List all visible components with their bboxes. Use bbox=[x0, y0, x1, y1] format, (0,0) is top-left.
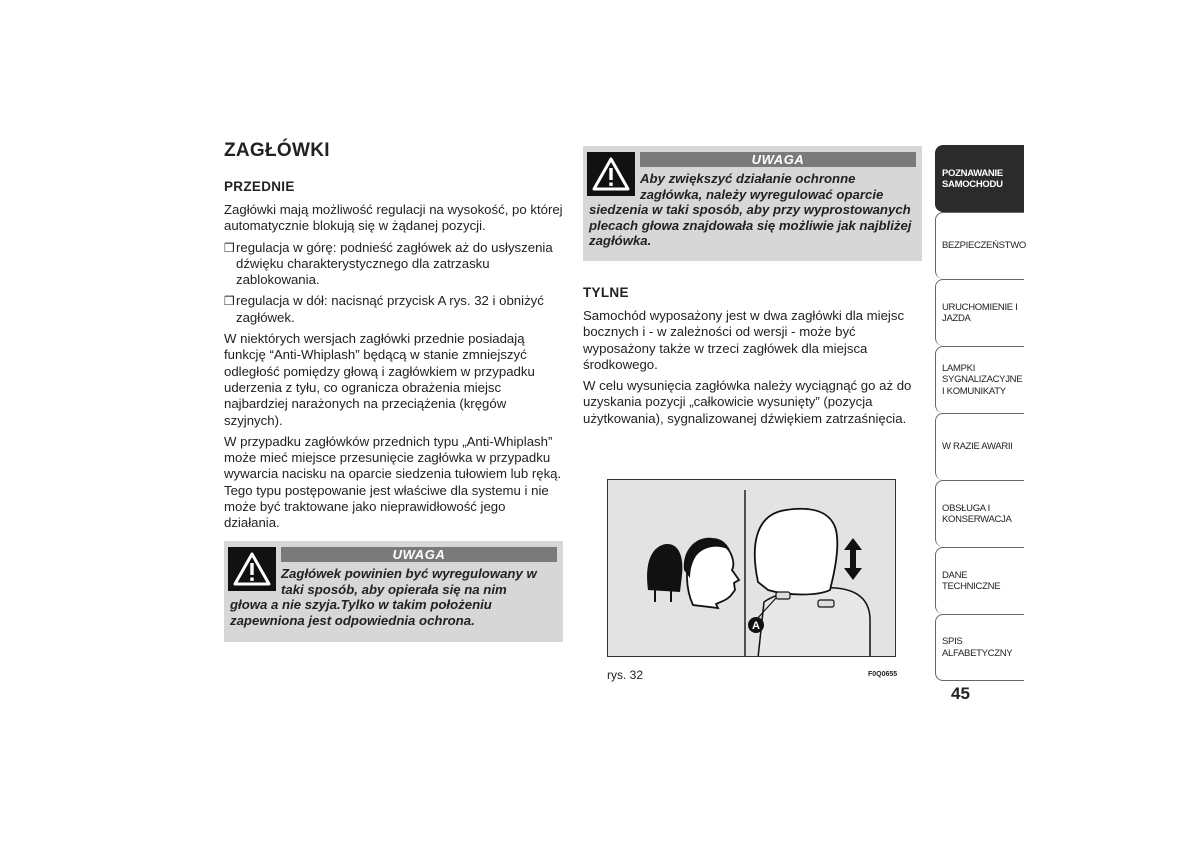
chapter-tabs bbox=[935, 145, 1024, 681]
tab-lampki-sygnalizacyjne[interactable]: LAMPKI SYGNALIZACYJNE I KOMUNIKATY bbox=[935, 346, 1024, 413]
warning-label: UWAGA bbox=[281, 547, 557, 562]
checkbox-bullet-icon: ❒ bbox=[224, 294, 235, 309]
tab-obsluga-i-konserwacja[interactable]: OBSŁUGA I KONSERWACJA bbox=[935, 480, 1024, 547]
tab-bezpieczenstwo[interactable]: BEZPIECZEŃSTWO bbox=[935, 212, 1024, 279]
list-item-text: regulacja w górę: podnieść zagłówek aż do usłyszenia dźwięku charakterystycznego dla zatrzasku zablokowania. bbox=[236, 239, 553, 288]
right-column bbox=[583, 146, 923, 432]
list-item-text: regulacja w dół: nacisnąć przycisk A rys. 32 i obniżyć zagłówek. bbox=[236, 293, 544, 325]
warning-text: Aby zwiększyć działanie ochronne zagłówka, należy wyregulować oparcie siedzenia w taki sposób, aby przy wyprostowanych plecach głowa znajdowała się możliwie jak najbliżej zagłówka. bbox=[589, 171, 912, 249]
list-item bbox=[224, 293, 564, 326]
figure-code: F0Q0655 bbox=[868, 671, 898, 678]
warning-box bbox=[583, 146, 922, 261]
warning-text: Zagłówek powinien być wyregulowany w taki sposób, aby opierała się na nim głowa a nie szyja.Tylko w takim położeniu zapewniona jest odpowiednia ochrona. bbox=[230, 566, 537, 628]
paragraph: Samochód wyposażony jest w dwa zagłówki dla miejsc bocznych i - w zależności od wersji - może być wyposażony także w trzeci zagłówek dla miejsca środkowego. bbox=[583, 308, 905, 372]
paragraph: Zagłówki mają możliwość regulacji na wysokość, po której automatycznie blokują się w żądanej pozycji. bbox=[224, 202, 563, 234]
warning-triangle-icon bbox=[228, 547, 276, 591]
figure-caption: rys. 32 bbox=[607, 668, 644, 682]
checkbox-bullet-icon: ❒ bbox=[224, 240, 235, 255]
section-heading-front: PRZEDNIE bbox=[224, 179, 295, 194]
list-item bbox=[224, 240, 564, 289]
tab-poznawanie-samochodu[interactable]: POZNAWANIE SAMOCHODU bbox=[935, 145, 1024, 212]
warning-triangle-icon bbox=[587, 152, 635, 196]
headrest-illustration bbox=[607, 479, 896, 657]
tab-uruchomienie-i-jazda[interactable]: URUCHOMIENIE I JAZDA bbox=[935, 279, 1024, 346]
tab-dane-techniczne[interactable]: DANE TECHNICZNE bbox=[935, 547, 1024, 614]
tab-w-razie-awarii[interactable]: W RAZIE AWARII bbox=[935, 413, 1024, 480]
marker-a-label: A bbox=[752, 620, 760, 632]
page-number: 45 bbox=[951, 684, 970, 703]
paragraph: W celu wysunięcia zagłówka należy wyciągnąć go aż do uzyskania pozycji „całkowicie wysunięty” (pozycja użytkowania), sygnalizowanej dźwiękiem zatrzaśnięcia. bbox=[583, 378, 912, 426]
left-column bbox=[224, 140, 564, 537]
tab-spis-alfabetyczny[interactable]: SPIS ALFABETYCZNY bbox=[935, 614, 1024, 681]
warning-label: UWAGA bbox=[640, 152, 916, 167]
page-title: ZAGŁÓWKI bbox=[224, 140, 330, 161]
paragraph: W przypadku zagłówków przednich typu „Anti-Whiplash” może mieć miejsce przesunięcie zagłówka w przypadku wywarcia nacisku na oparcie siedzenia tułowiem lub ręką. Tego typu postępowanie jest właściwe dla systemu i nie może być traktowane jako nieprawidłowość jego działania. bbox=[224, 433, 562, 531]
section-heading-rear: TYLNE bbox=[583, 285, 629, 300]
paragraph: W niektórych wersjach zagłówki przednie posiadają funkcję “Anti-Whiplash” będącą w stanie zmniejszyć odległość pomiędzy głową i zagłówkiem w przypadku uderzenia z tyłu, co ogranicza obrażenia miejsc najbardziej narażonych na przeciążenia (kręgów szyjnych). bbox=[224, 331, 535, 428]
warning-box bbox=[224, 541, 563, 642]
